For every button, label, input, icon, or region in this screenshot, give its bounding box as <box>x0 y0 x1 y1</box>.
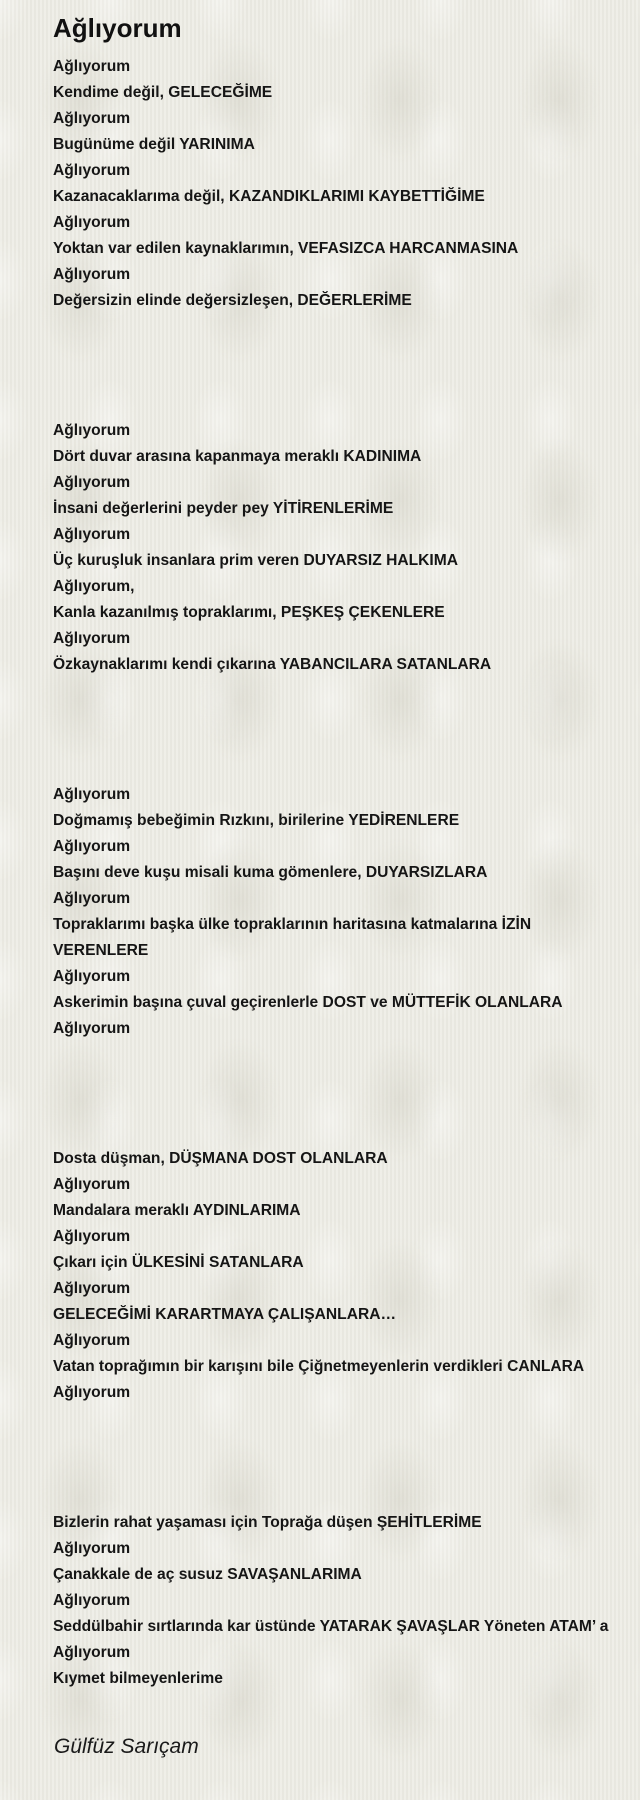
stanza-gap <box>53 1458 638 1484</box>
poem-line: Ağlıyorum <box>53 422 131 439</box>
poem-line: İnsani değerlerini peyder pey YİTİRENLERİME <box>53 500 394 517</box>
poem-line: Topraklarımı başka ülke topraklarının haritasına katmalarına İZİN VERENLERE <box>53 916 532 959</box>
poem-line: Ağlıyorum <box>53 838 131 855</box>
stanza-gap <box>53 392 638 418</box>
stanza-gap <box>53 1042 638 1068</box>
stanza-gap <box>53 366 638 392</box>
poem-line: Vatan toprağımın bir karışını bile Çiğnetmeyenlerin verdikleri CANLARA <box>53 1358 585 1375</box>
poem-line: Ağlıyorum <box>53 1228 131 1245</box>
poem-line: Üç kuruşluk insanlara prim veren DUYARSIZ HALKIMA <box>53 552 458 569</box>
poem-line: Bugünüme değil YARINIMA <box>53 136 255 153</box>
poem-line: Ağlıyorum <box>53 890 131 907</box>
stanza-gap <box>53 1120 638 1146</box>
poem-line: Çıkarı için ÜLKESİNİ SATANLARA <box>53 1254 304 1271</box>
poem-line: Ağlıyorum <box>53 474 131 491</box>
poem-line: Ağlıyorum <box>53 1280 131 1297</box>
poem-line: Dört duvar arasına kapanmaya meraklı KADINIMA <box>53 448 422 465</box>
stanza-gap <box>53 1068 638 1094</box>
poem-line: Ağlıyorum <box>53 162 131 179</box>
poem-line: Kendime değil, GELECEĞİME <box>53 84 273 101</box>
poem-line: Başını deve kuşu misali kuma gömenlere, DUYARSIZLARA <box>53 864 488 881</box>
poem-line: Ağlıyorum <box>53 1644 131 1661</box>
poem-container <box>53 8 638 1692</box>
stanza-gap <box>53 340 638 366</box>
poem-line: Doğmamış bebeğimin Rızkını, birilerine YEDİRENLERE <box>53 812 460 829</box>
poem-line: Ağlıyorum <box>53 968 131 985</box>
poem-line: Kıymet bilmeyenlerime <box>53 1670 223 1687</box>
poem-lines <box>53 54 638 1692</box>
poem-line: Ağlıyorum <box>53 58 131 75</box>
poem-line: Ağlıyorum <box>53 266 131 283</box>
poem-line: Ağlıyorum <box>53 786 131 803</box>
poem-line: GELECEĞİMİ KARARTMAYA ÇALIŞANLARA… <box>53 1306 397 1323</box>
poem-line: Ağlıyorum <box>53 1384 131 1401</box>
poem-line: Çanakkale de aç susuz SAVAŞANLARIMA <box>53 1566 362 1583</box>
stanza-gap <box>53 314 638 340</box>
poem-line: Ağlıyorum <box>53 526 131 543</box>
poem-line: Özkaynaklarımı kendi çıkarına YABANCILARA SATANLARA <box>53 656 492 673</box>
stanza-gap <box>53 730 638 756</box>
poem-line: Ağlıyorum, <box>53 578 135 595</box>
poem-line: Değersizin elinde değersizleşen, DEĞERLERİME <box>53 292 412 309</box>
stanza-gap <box>53 678 638 704</box>
poem-line: Ağlıyorum <box>53 1592 131 1609</box>
poem-line: Bizlerin rahat yaşaması için Toprağa düşen ŞEHİTLERİME <box>53 1514 482 1531</box>
poem-line: Seddülbahir sırtlarında kar üstünde YATARAK ŞAVAŞLAR Yöneten ATAM’ a <box>53 1618 609 1635</box>
poem-line: Ağlıyorum <box>53 1020 131 1037</box>
poem-line: Mandalara meraklı AYDINLARIMA <box>53 1202 301 1219</box>
stanza-gap <box>53 1406 638 1432</box>
poem-line: Ağlıyorum <box>53 1176 131 1193</box>
stanza-gap <box>53 756 638 782</box>
stanza-gap <box>53 1094 638 1120</box>
poem-line: Ağlıyorum <box>53 110 131 127</box>
poem-line: Ağlıyorum <box>53 1332 131 1349</box>
poem-line: Ağlıyorum <box>53 1540 131 1557</box>
poem-line: Yoktan var edilen kaynaklarımın, VEFASIZCA HARCANMASINA <box>53 240 519 257</box>
poem-line: Askerimin başına çuval geçirenlerle DOST ve MÜTTEFİK OLANLARA <box>53 994 563 1011</box>
poem-line: Ağlıyorum <box>53 630 131 647</box>
stanza-gap <box>53 704 638 730</box>
author-name: Gülfüz Sarıçam <box>54 1735 199 1758</box>
stanza-gap <box>53 1432 638 1458</box>
poem-line: Kazanacaklarıma değil, KAZANDIKLARIMI KAYBETTİĞİME <box>53 188 485 205</box>
poem-line: Dosta düşman, DÜŞMANA DOST OLANLARA <box>53 1150 388 1167</box>
stanza-gap <box>53 1484 638 1510</box>
poem-title: Ağlıyorum <box>53 13 182 43</box>
poem-line: Ağlıyorum <box>53 214 131 231</box>
poem-line: Kanla kazanılmış topraklarımı, PEŞKEŞ ÇEKENLERE <box>53 604 445 621</box>
